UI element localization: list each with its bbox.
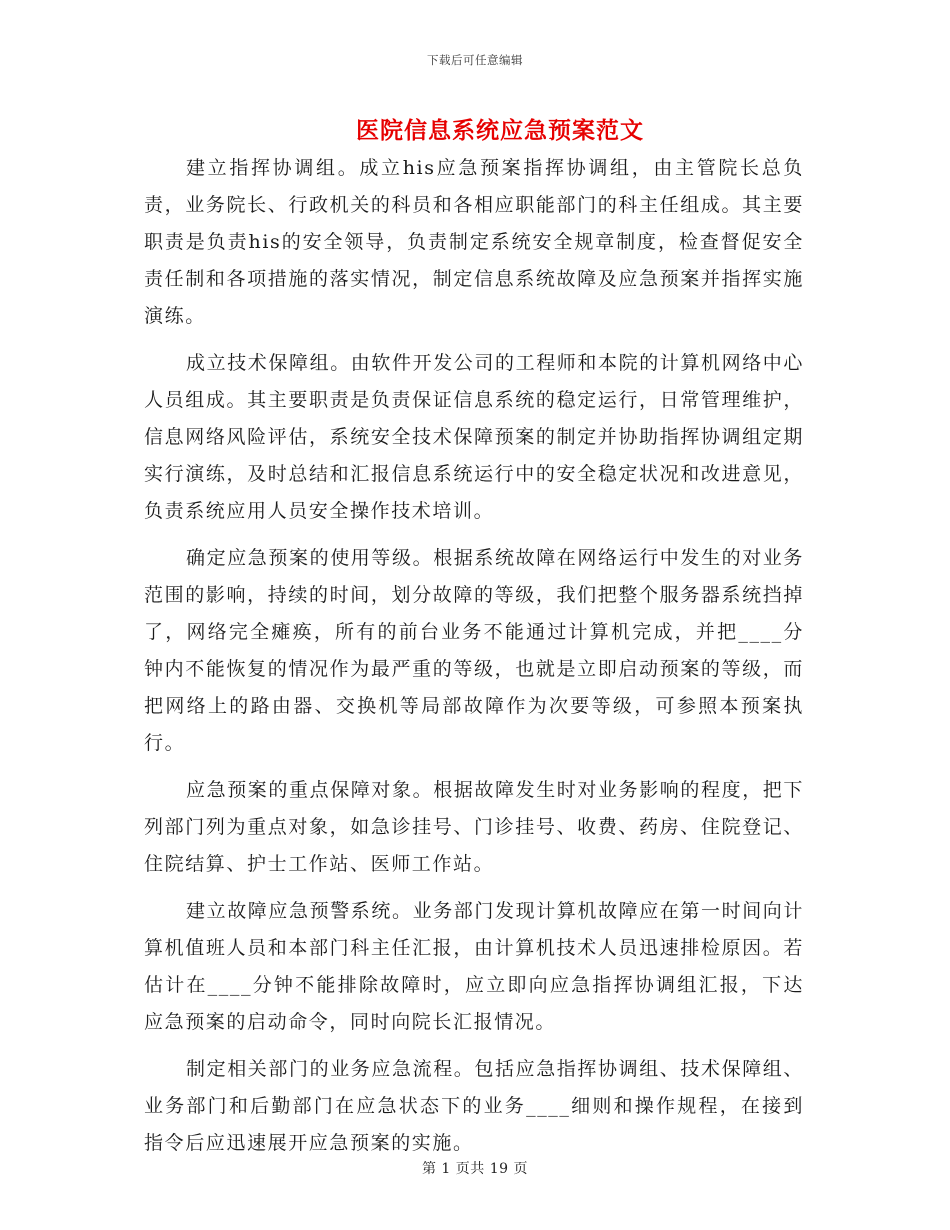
header-note: 下载后可任意编辑 — [427, 53, 523, 67]
paragraph: 建立故障应急预警系统。业务部门发现计算机故障应在第一时间向计算机值班人员和本部门科主任汇报，由计算机技术人员迅速排检原因。若估计在____分钟不能排除故障时，应立即向应急指挥协调组汇报，下达应急预案的启动命令，同时向院长汇报情况。 — [144, 900, 805, 1033]
page-number: 第 1 页共 19 页 — [421, 1161, 529, 1177]
document-title: 医院信息系统应急预案范文 — [356, 117, 644, 144]
paragraph: 制定相关部门的业务应急流程。包括应急指挥协调组、技术保障组、业务部门和后勤部门在应急状态下的业务____细则和操作规程，在接到指令后应迅速展开应急预案的实施。 — [144, 1058, 805, 1154]
document-body — [144, 150, 804, 1172]
paragraph: 应急预案的重点保障对象。根据故障发生时对业务影响的程度，把下列部门列为重点对象，如急诊挂号、门诊挂号、收费、药房、住院登记、住院结算、护士工作站、医师工作站。 — [144, 779, 805, 875]
paragraph: 建立指挥协调组。成立his应急预案指挥协调组，由主管院长总负责，业务院长、行政机关的科员和各相应职能部门的科主任组成。其主要职责是负责his的安全领导，负责制定系统安全规章制度，检查督促安全责任制和各项措施的落实情况，制定信息系统故障及应急预案并指挥实施演练。 — [144, 157, 804, 327]
paragraph: 成立技术保障组。由软件开发公司的工程师和本院的计算机网络中心人员组成。其主要职责是负责保证信息系统的稳定运行，日常管理维护，信息网络风险评估，系统安全技术保障预案的制定并协助指挥协调组定期实行演练，及时总结和汇报信息系统运行中的安全稳定状况和改进意见，负责系统应用人员安全操作技术培训。 — [144, 352, 805, 522]
paragraph: 确定应急预案的使用等级。根据系统故障在网络运行中发生的对业务范围的影响，持续的时间，划分故障的等级，我们把整个服务器系统挡掉了，网络完全瘫痪，所有的前台业务不能通过计算机完成，并把____分钟内不能恢复的情况作为最严重的等级，也就是立即启动预案的等级，而把网络上的路由器、交换机等局部故障作为次要等级，可参照本预案执行。 — [144, 547, 805, 754]
